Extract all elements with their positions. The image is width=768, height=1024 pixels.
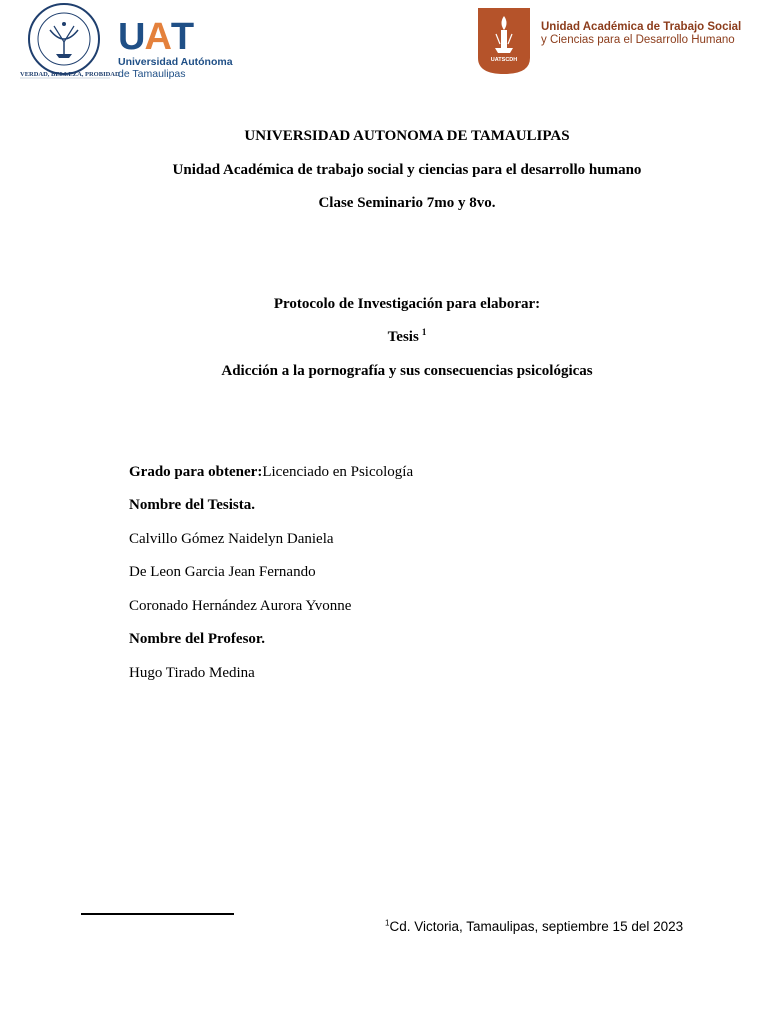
uat-logo-subtitle: de Tamaulipas bbox=[118, 68, 186, 80]
author-name: Coronado Hernández Aurora Yvonne bbox=[129, 598, 352, 614]
uatscdh-badge-text: UATSCDH bbox=[490, 57, 518, 63]
footnote-text: Cd. Victoria, Tamaulipas, septiembre 15 del 2023 bbox=[389, 919, 684, 934]
uatscdh-line2: y Ciencias para el Desarrollo Humano bbox=[541, 34, 735, 46]
thesis-title bbox=[0, 328, 768, 346]
university-seal-icon bbox=[18, 2, 113, 82]
degree-value: Licenciado en Psicología bbox=[262, 464, 414, 480]
professor-label: Nombre del Profesor. bbox=[129, 631, 265, 647]
torch-emblem-icon bbox=[478, 8, 530, 74]
degree-label: Grado para obtener: bbox=[129, 464, 263, 480]
seal-motto: VERDAD, BELLEZA, PROBIDAD bbox=[20, 71, 120, 78]
class-title: Clase Seminario 7mo y 8vo. bbox=[318, 195, 496, 211]
uatscdh-logo-text bbox=[541, 21, 761, 47]
uatscdh-line1: Unidad Académica de Trabajo Social bbox=[541, 21, 742, 33]
uat-logo bbox=[118, 16, 243, 82]
uat-mark-t: T bbox=[170, 16, 194, 58]
uat-logo-name: Universidad Autónoma bbox=[118, 56, 233, 68]
degree-line bbox=[129, 463, 413, 481]
footnote-mark: 1 bbox=[385, 918, 390, 928]
university-title: UNIVERSIDAD AUTONOMA DE TAMAULIPAS bbox=[244, 128, 570, 144]
thesis-author-label: Nombre del Tesista. bbox=[129, 497, 255, 513]
author-name: Calvillo Gómez Naidelyn Daniela bbox=[129, 531, 334, 547]
protocol-title: Protocolo de Investigación para elaborar: bbox=[273, 296, 541, 312]
uat-mark-u: U bbox=[118, 16, 145, 58]
thesis-label: Tesis bbox=[387, 329, 419, 345]
thesis-footnote-mark: 1 bbox=[421, 327, 427, 337]
topic-title: Adicción a la pornografía y sus consecuencias psicológicas bbox=[221, 363, 593, 379]
uat-logo-mark bbox=[118, 16, 243, 58]
footnote-separator bbox=[81, 913, 234, 915]
academic-unit-title: Unidad Académica de trabajo social y ciencias para el desarrollo humano bbox=[172, 162, 642, 178]
author-name: De Leon Garcia Jean Fernando bbox=[129, 564, 316, 580]
professor-heading bbox=[129, 630, 265, 648]
footnote bbox=[385, 918, 683, 936]
thesis-author-heading bbox=[129, 496, 255, 514]
professor-name: Hugo Tirado Medina bbox=[129, 665, 255, 681]
uat-mark-a: A bbox=[144, 16, 171, 58]
